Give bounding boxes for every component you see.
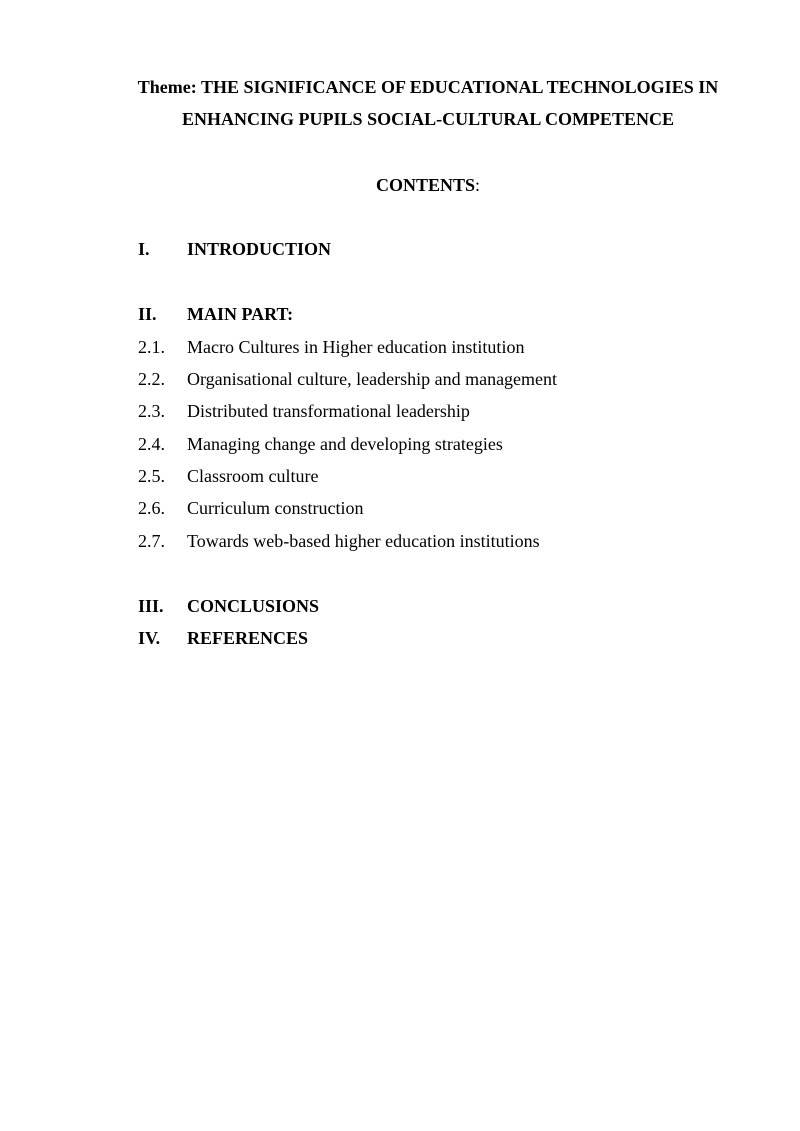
toc-label: Organisational culture, leadership and management <box>187 369 558 389</box>
contents-heading-colon: : <box>475 175 481 195</box>
toc-label: Classroom culture <box>187 466 319 486</box>
toc-entry-2-7 <box>138 528 540 554</box>
toc-entry-2-5 <box>138 463 318 489</box>
toc-entry-2-2 <box>138 366 557 392</box>
toc-label: Macro Cultures in Higher education institution <box>187 337 525 357</box>
toc-label: Curriculum construction <box>187 498 364 518</box>
toc-label: Towards web-based higher education institutions <box>187 531 540 551</box>
toc-entry-introduction <box>138 236 331 262</box>
toc-number: 2.2. <box>138 369 165 389</box>
toc-number: III. <box>138 596 164 616</box>
contents-heading <box>100 173 756 197</box>
toc-number: 2.1. <box>138 337 165 357</box>
toc-entry-2-4 <box>138 431 503 457</box>
toc-label: Distributed transformational leadership <box>187 401 470 421</box>
contents-heading-text: CONTENTS <box>375 175 475 195</box>
toc-label: REFERENCES <box>187 628 309 648</box>
toc-label: Managing change and developing strategies <box>187 434 503 454</box>
toc-number: I. <box>138 239 150 259</box>
toc-number: 2.5. <box>138 466 165 486</box>
toc-entry-2-1 <box>138 334 524 360</box>
toc-entry-references <box>138 625 308 651</box>
toc-number: IV. <box>138 628 161 648</box>
toc-number: 2.4. <box>138 434 165 454</box>
toc-label: MAIN PART: <box>187 304 294 324</box>
toc-entry-main-part <box>138 301 293 327</box>
toc-number: 2.3. <box>138 401 165 421</box>
title-line-2: ENHANCING PUPILS SOCIAL-CULTURAL COMPETENCE <box>182 109 674 129</box>
toc-entry-conclusions <box>138 593 319 619</box>
toc-number: II. <box>138 304 157 324</box>
toc-entry-2-3 <box>138 398 470 424</box>
toc-number: 2.6. <box>138 498 165 518</box>
toc-label: CONCLUSIONS <box>187 596 320 616</box>
toc-entry-2-6 <box>138 495 363 521</box>
toc-label: INTRODUCTION <box>187 239 332 259</box>
toc-number: 2.7. <box>138 531 165 551</box>
document-title <box>100 71 756 135</box>
title-line-1: Theme: THE SIGNIFICANCE OF EDUCATIONAL TECHNOLOGIES IN <box>137 77 719 97</box>
